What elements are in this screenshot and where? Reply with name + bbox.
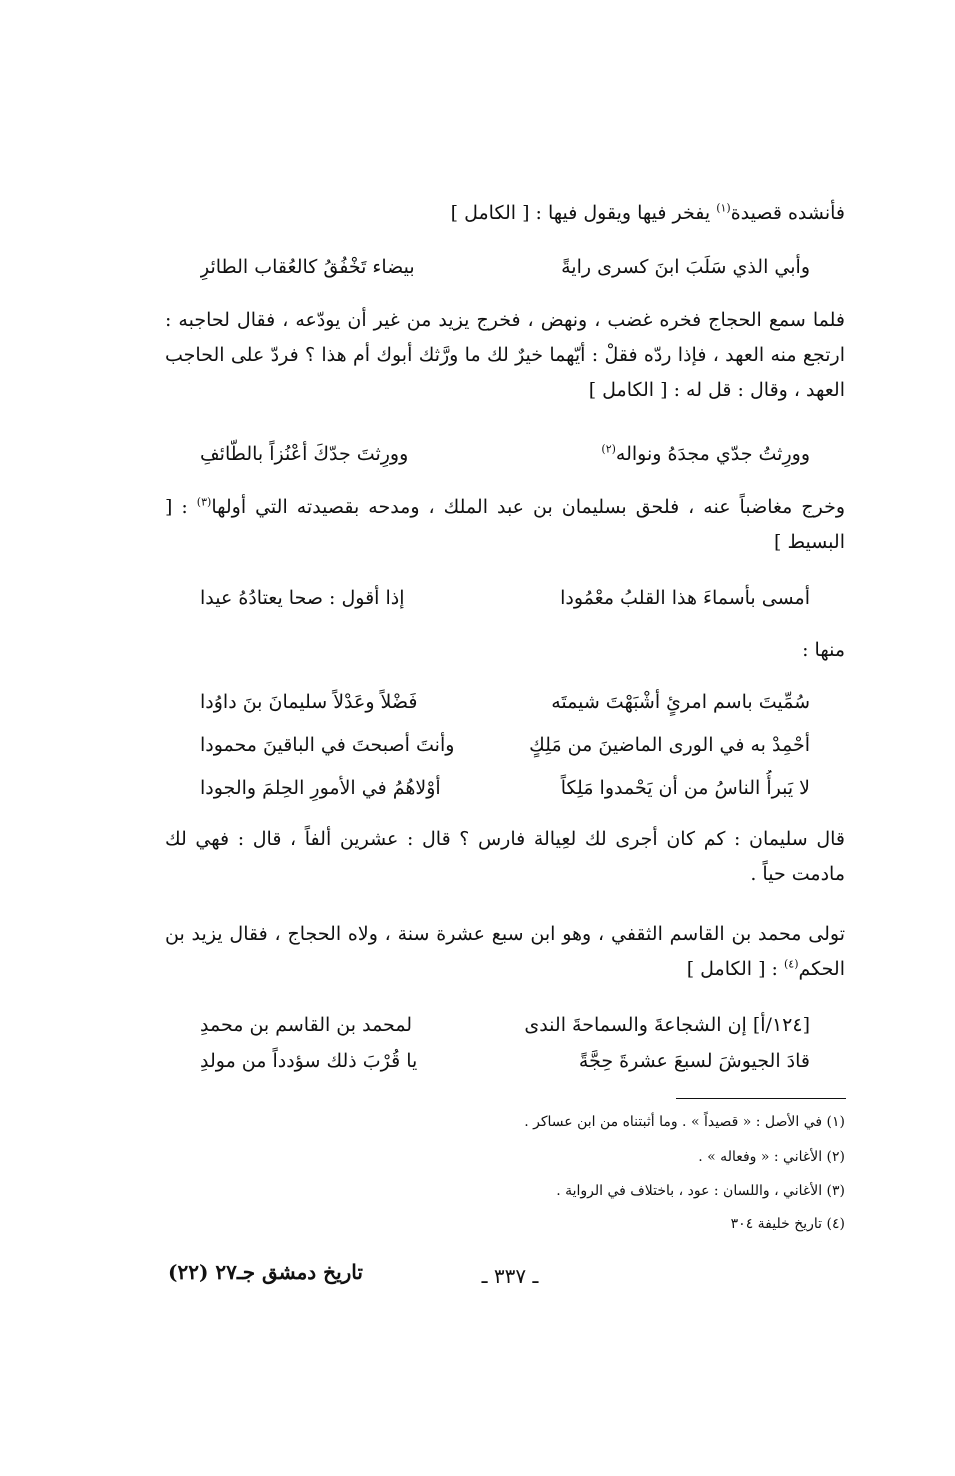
page-number: ـ ٣٣٧ ـ: [481, 1264, 539, 1288]
paragraph-text: قال سليمان : كم كان أجرى لك لعِيالة فارس ؟ قال : عشرين ألفاً ، قال : فهي لك مادمت حياً .: [165, 828, 845, 885]
verse-4-3: [200, 770, 810, 806]
verse-first-hemistich: [١٢٤/أ] إن الشجاعةَ والسماحةَ الندى: [524, 1014, 810, 1036]
verse-4-2: [200, 727, 810, 763]
verse-first-hemistich: أمسى بأسماءَ هذا القلبُ معْمُودا: [560, 587, 810, 609]
running-footer-title: تاريخ دمشق جـ٢٧ (٢٢): [168, 1260, 363, 1284]
paragraph-rest: : [ البسيط ]: [165, 496, 845, 553]
footnote-1: (١) في الأصل : « قصيداً » . وما أثبتناه من ابن عساكر .: [524, 1114, 845, 1130]
footnote-4: (٤) تاريخ خليفة ٣٠٤: [730, 1216, 845, 1232]
verse-2: [200, 436, 810, 472]
verse-second-hemistich: بيضاء تَخْفُقُ كالعُقاب الطائرِ: [200, 256, 415, 278]
paragraph-text: تولى محمد بن القاسم الثقفي ، وهو ابن سبع عشرة سنة ، ولاه الحجاج ، فقال يزيد بن الحكم: [165, 923, 845, 980]
verse-second-hemistich: يا قُرْبَ ذلك سؤدداً من مولدِ: [200, 1050, 418, 1072]
verse-text: وورِثتُ جدّي مجدَهُ ونواله: [615, 443, 810, 465]
verse-first-hemistich: [517, 436, 810, 472]
verse-1: [200, 249, 810, 285]
verse-second-hemistich: أوْلاهُمُ في الأمورِ الحِلمَ والجودا: [200, 777, 441, 799]
verse-4-1: [200, 684, 810, 720]
paragraph-text: فلما سمع الحجاج فخره غضب ، ونهض ، فخرج يزيد من غير أن يودّعه ، فقال لحاجبه : ارتجع منه العهد ، فإذا ردّه فقلْ : أيّهما خيرٌ لك ما ورَّثك أبوك أم هذا ؟ فردّ على الحاجب العهد ، وقال : قل له : [ الكامل ]: [165, 309, 845, 401]
paragraph-rest: : [ الكامل ]: [686, 958, 784, 980]
footnote-divider: [676, 1098, 846, 1099]
verse-5-1: [200, 1007, 810, 1043]
footnote-3: (٣) الأغاني ، واللسان : عود ، باختلاف في الرواية .: [556, 1183, 845, 1199]
paragraph-2: [165, 490, 845, 560]
intro-text: فأنشده قصيدة: [730, 202, 845, 224]
verse-5-2: [200, 1043, 810, 1079]
verse-first-hemistich: أحْمِدْ به في الورى الماضينَ من مَلِكٍ: [529, 734, 810, 756]
verse-first-hemistich: لا يَبرأُ الناسُ من أن يَحْمدوا مَلِكاً: [560, 777, 810, 799]
verse-first-hemistich: سُمِّيتَ باسم امرئٍ أشْبَهْتَ شيمتَه: [551, 691, 810, 713]
paragraph-4: [165, 917, 845, 987]
intro-line: [165, 196, 845, 231]
verse-second-hemistich: لمحمد بن القاسم بن محمدِ: [200, 1014, 413, 1036]
verse-second-hemistich: وورِثتَ جدّكَ أعْنُزاً بالطّائفِ: [200, 443, 409, 465]
verse-first-hemistich: قادَ الجيوشَ لسبعَ عشرةَ حِجَّةً: [578, 1050, 810, 1072]
paragraph-1: [165, 303, 845, 408]
verse-second-hemistich: إذا أقول : صحا يعتادُهُ عيدا: [200, 587, 405, 609]
verse-first-hemistich: وأبي الذي سَلَبَ ابنَ كسرى رايةً: [561, 256, 810, 278]
minha-text: منها :: [802, 639, 845, 661]
verse-3: [200, 580, 810, 616]
minha-label: [165, 633, 845, 668]
verse-second-hemistich: فَضْلاً وعَدْلاً سليمانَ بنَ داوُدا: [200, 691, 418, 713]
footnote-ref: (٤): [784, 957, 799, 971]
footnote-ref: (٢): [601, 442, 616, 456]
verse-second-hemistich: وأنتَ أصبحتَ في الباقينَ محمودا: [200, 734, 455, 756]
footnote-ref: (١): [716, 201, 731, 215]
footnote-2: (٢) الأغاني : « وفعاله » .: [698, 1149, 845, 1165]
paragraph-text: وخرج مغاضباً عنه ، فلحق بسليمان بن عبد الملك ، ومدحه بقصيدته التي أولها: [211, 496, 845, 518]
intro-rest: يفخر فيها ويقول فيها : [ الكامل ]: [450, 202, 717, 224]
paragraph-3: [165, 822, 845, 892]
footnote-ref: (٣): [196, 495, 212, 509]
